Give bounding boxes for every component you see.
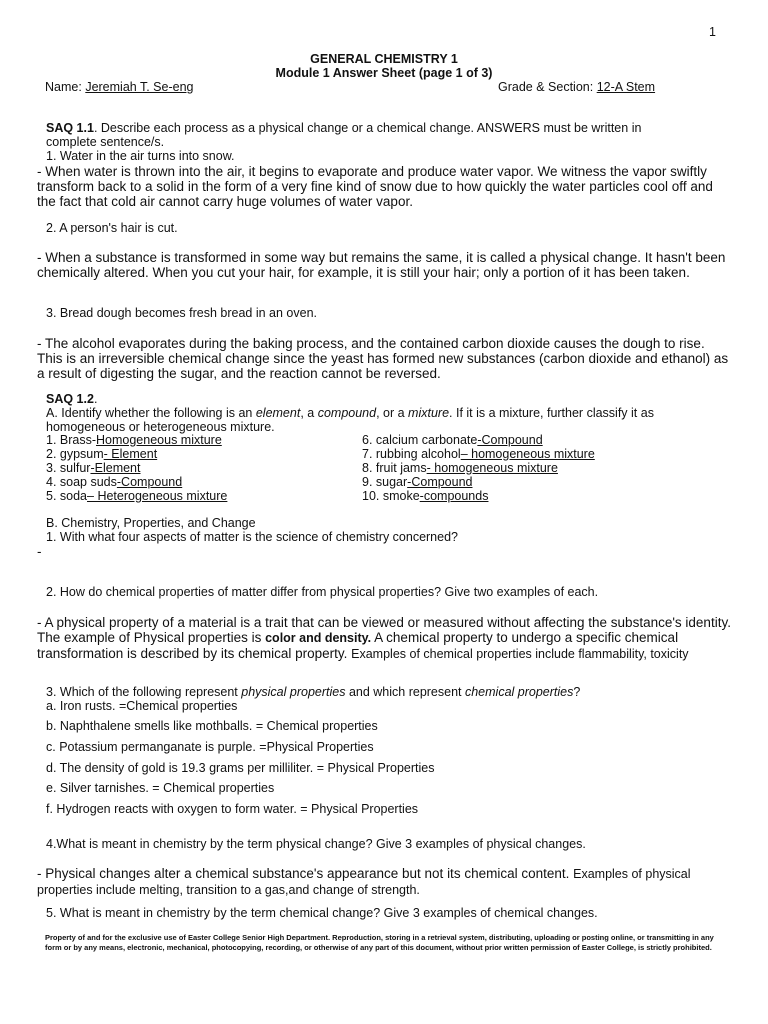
partb-q3-item-f: f. Hydrogen reacts with oxygen to form water. = Physical Properties <box>46 802 419 816</box>
item-answer: – Heterogeneous mixture <box>87 489 228 503</box>
item-label: 9. sugar <box>362 475 408 489</box>
partb-question-5: 5. What is meant in chemistry by the term chemical change? Give 3 examples of chemical changes. <box>46 906 598 920</box>
partb-answer-4 <box>37 866 731 898</box>
item-answer: -Compound <box>116 475 183 489</box>
item-answer: - homogeneous mixture <box>426 461 558 475</box>
partb-q3-item-b: b. Naphthalene smells like mothballs. = Chemical properties <box>46 719 378 733</box>
name-value: Jeremiah T. Se-eng <box>85 80 194 94</box>
saq11-answer-3: - The alcohol evaporates during the baking process, and the contained carbon dioxide causes the dough to rise. This is an irreversible chemical change since the yeast has formed new substances (carbon dioxide and ethanol) as a result of digesting the sugar, and the reaction cannot be reversed. <box>37 336 729 381</box>
partb-answer-1: - <box>37 544 42 559</box>
grade-label: Grade & Section: <box>498 80 594 94</box>
item-label: 3. sulfur <box>46 461 91 475</box>
saq12-item-10 <box>362 489 669 503</box>
partb-answer-2-bold: color and density. <box>265 631 372 645</box>
partb-question-2: 2. How do chemical properties of matter differ from physical properties? Give two examples of each. <box>46 585 599 599</box>
saq11-question-1: 1. Water in the air turns into snow. <box>46 149 235 163</box>
saq12-item-9 <box>362 475 677 489</box>
partb-question-3 <box>46 685 580 699</box>
item-label: 6. calcium carbonate <box>362 433 478 447</box>
saq12-label-dot: . <box>93 392 98 406</box>
saq12-instruction <box>46 406 654 420</box>
item-answer: -Element <box>90 461 141 475</box>
saq12-item-4 <box>46 475 274 489</box>
saq12-item-1 <box>46 433 274 447</box>
item-answer: - Element <box>103 447 158 461</box>
saq11-instruction-text: . Describe each process as a physical change or a chemical change. ANSWERS must be written in <box>93 121 642 135</box>
saq11-answer-2: - When a substance is transformed in some way but remains the same, it is called a physical change. It hasn't been chemically altered. When you cut your hair, for example, it is still your hair; only a portion of it has been taken. <box>37 250 726 280</box>
saq11-answer-1: - When water is thrown into the air, it begins to evaporate and produce water vapor. We witness the vapor swiftly transform back to a solid in the form of a very fine kind of snow due to how quickly the water particles cool off and the fact that cold air cannot carry huge volumes of water vapor. <box>37 164 713 209</box>
item-label: 5. soda <box>46 489 88 503</box>
partb-heading: B. Chemistry, Properties, and Change <box>46 516 256 530</box>
saq12-element-word: element <box>255 406 301 420</box>
saq12-instruction-prefix: A. Identify whether the following is an <box>46 406 256 420</box>
saq11-question-2: 2. A person's hair is cut. <box>46 221 178 235</box>
item-label: 4. soap suds <box>46 475 117 489</box>
saq12-sep2: , or a <box>376 406 409 420</box>
saq11-question-3: 3. Bread dough becomes fresh bread in an oven. <box>46 306 318 320</box>
saq11-instruction <box>46 121 641 135</box>
saq11-label: SAQ 1.1 <box>46 121 94 135</box>
saq12-item-6 <box>362 433 659 447</box>
partb-question-1: 1. With what four aspects of matter is the science of chemistry concerned? <box>46 530 458 544</box>
saq12-compound-word: compound <box>317 406 377 420</box>
partb-answer-2-text3: Examples of chemical properties include flammability, toxicity <box>351 647 689 661</box>
partb-q3-item-a: a. Iron rusts. =Chemical properties <box>46 699 238 713</box>
item-label: 1. Brass- <box>46 433 97 447</box>
q3-chemical-word: chemical properties <box>464 685 574 699</box>
saq12-item-7 <box>362 447 663 461</box>
saq12-instruction-suffix: . If it is a mixture, further classify it as <box>449 406 654 420</box>
page-number: 1 <box>709 25 716 39</box>
document-subtitle: Module 1 Answer Sheet (page 1 of 3) <box>275 66 493 80</box>
item-label: 7. rubbing alcohol <box>362 447 461 461</box>
item-answer: Homogeneous mixture <box>96 433 222 447</box>
document-title: GENERAL CHEMISTRY 1 <box>310 52 458 66</box>
q3-suffix: ? <box>573 685 581 699</box>
saq12-item-2 <box>46 447 276 461</box>
q3-physical-word: physical properties <box>241 685 346 699</box>
partb-question-4: 4.What is meant in chemistry by the term physical change? Give 3 examples of physical changes. <box>46 837 586 851</box>
copyright-footer: Property of and for the exclusive use of Easter College Senior High Department. Reproduction, storing in a retrieval system, distributing, uploading or posting online, or transmitting in any form or by any means, electronic, mechanical, photocopying, recording, or otherwise of any part of this document, without prior written permission of Easter College, is strictly prohibited. <box>45 933 714 952</box>
partb-answer-2 <box>37 615 731 662</box>
saq12-instruction-line2: homogeneous or heterogeneous mixture. <box>46 420 275 434</box>
item-label: 10. smoke <box>362 489 420 503</box>
item-answer: -Compound <box>407 475 473 489</box>
saq12-sep1: , a <box>300 406 318 420</box>
saq12-heading <box>46 392 97 406</box>
saq12-mixture-word: mixture <box>408 406 450 420</box>
grade-value: 12-A Stem <box>596 80 656 94</box>
partb-answer-4-text2: Examples of physical properties include melting, transition to a gas,and change of strength. <box>37 867 691 897</box>
partb-q3-item-c: c. Potassium permanganate is purple. =Physical Properties <box>46 740 374 754</box>
item-answer: – homogeneous mixture <box>460 447 595 461</box>
name-label: Name: <box>45 80 82 94</box>
item-answer: -compounds <box>419 489 489 503</box>
q3-prefix: 3. Which of the following represent <box>46 685 242 699</box>
name-row <box>45 80 322 94</box>
partb-answer-4-text: - Physical changes alter a chemical substance's appearance but not its chemical content. <box>37 866 574 881</box>
saq12-item-5 <box>46 489 283 503</box>
partb-q3-item-d: d. The density of gold is 19.3 grams per milliliter. = Physical Properties <box>46 761 435 775</box>
partb-answer-2-text: - A physical property of a material is a trait that can be viewed or measured without affecting the substance's identity. The example of Physical properties is <box>37 615 731 645</box>
item-label: 8. fruit jams <box>362 461 427 475</box>
q3-mid: and which represent <box>345 685 465 699</box>
item-answer: -Compound <box>477 433 543 447</box>
partb-q3-item-e: e. Silver tarnishes. = Chemical properties <box>46 781 275 795</box>
saq11-instruction-line2: complete sentence/s. <box>46 135 165 149</box>
saq12-label: SAQ 1.2 <box>46 392 94 406</box>
item-label: 2. gypsum <box>46 447 104 461</box>
partb-answer-2-text2: A chemical property to undergo a specific chemical transformation is described by its chemical property. <box>37 630 679 661</box>
saq12-item-3 <box>46 461 276 475</box>
grade-row <box>498 80 715 94</box>
saq12-item-8 <box>362 461 668 475</box>
